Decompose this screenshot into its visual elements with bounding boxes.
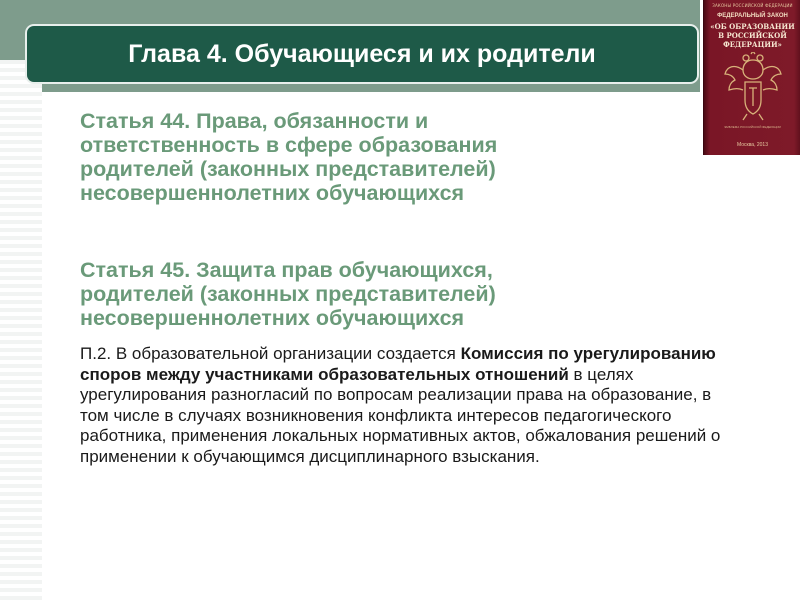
emblem-caption: ЭМБЛЕМА РОССИЙСКОЙ ФЕДЕРАЦИИ xyxy=(724,125,781,129)
book-title xyxy=(708,22,797,49)
coat-of-arms-icon xyxy=(721,52,785,122)
article-44-line: несовершеннолетних обучающихся xyxy=(80,181,465,205)
title-bar xyxy=(27,26,697,82)
book-law-label: ФЕДЕРАЛЬНЫЙ ЗАКОН xyxy=(717,13,788,19)
article-45-line: несовершеннолетних обучающихся xyxy=(80,306,465,330)
article-44-line: ответственность в сфере образования xyxy=(80,133,498,157)
article-44-heading xyxy=(80,109,700,205)
paragraph-lead: П.2. В образовательной организации создается xyxy=(80,344,461,363)
book-publisher: ЗАКОНЫ РОССИЙСКОЙ ФЕДЕРАЦИИ xyxy=(712,3,793,8)
law-book-cover xyxy=(703,0,800,155)
article-45-line: родителей (законных представителей) xyxy=(80,282,496,306)
book-title-line: «ОБ ОБРАЗОВАНИИ xyxy=(710,22,795,31)
book-city-year: Москва, 2013 xyxy=(737,142,768,148)
article-44-line: родителей (законных представителей) xyxy=(80,157,496,181)
book-title-line: В РОССИЙСКОЙ xyxy=(718,31,787,40)
paragraph-bold-term: Комиссия по урегулированию споров между участниками образовательных отношений xyxy=(80,344,716,384)
article-45-line: Статья 45. Защита прав обучающихся, xyxy=(80,258,493,282)
article-45-heading xyxy=(80,258,700,330)
decorative-stripes xyxy=(0,60,42,600)
paragraph-rest: в целях урегулирования разногласий по вопросам реализации права на образование, в том числе в случаях возникновения конфликта интересов педагогического работника, применения локальных нормативных актов, обжалования решений о применении к обучающимся дисциплинарного взыскания. xyxy=(80,364,721,466)
article-44-line: Статья 44. Права, обязанности и xyxy=(80,109,429,133)
book-title-line: ФЕДЕРАЦИИ» xyxy=(723,40,782,49)
article-45-paragraph xyxy=(80,344,740,467)
page-title: Глава 4. Обучающиеся и их родители xyxy=(128,39,596,68)
